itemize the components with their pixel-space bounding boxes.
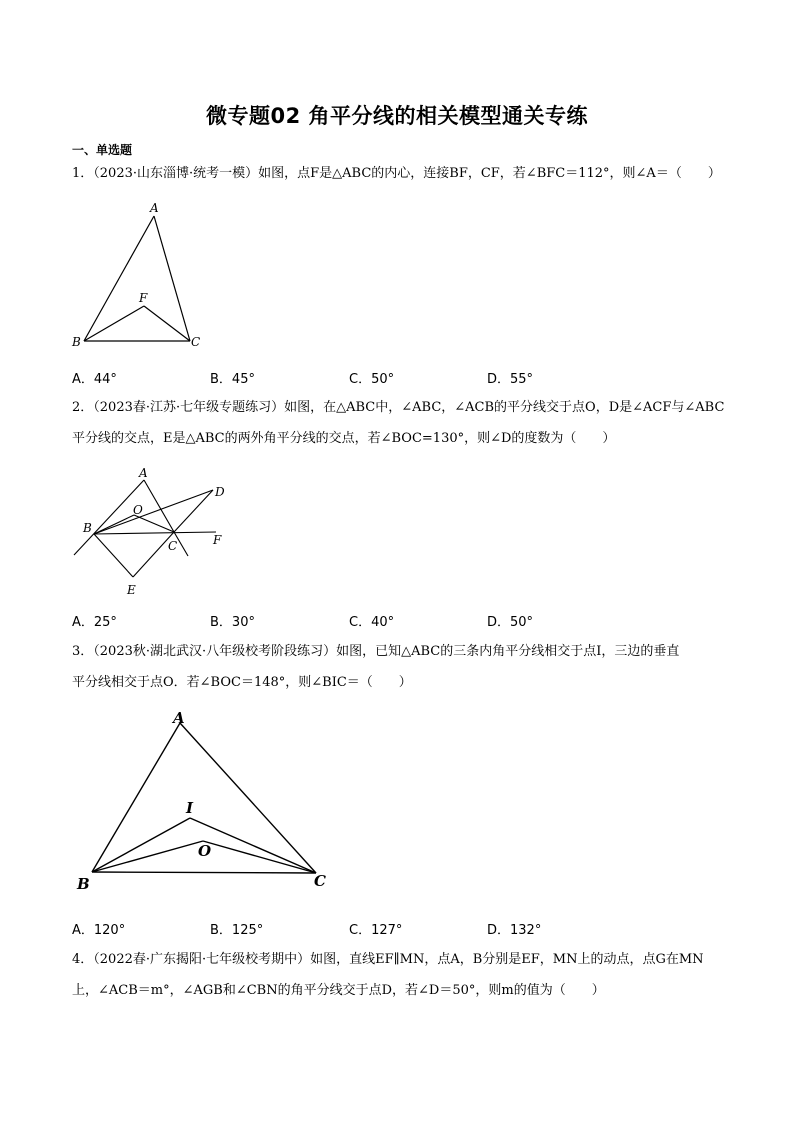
q2-segment-bo bbox=[94, 515, 134, 534]
q3-option-b[interactable]: B．125° bbox=[210, 923, 264, 938]
q2-option-b[interactable]: B．30° bbox=[210, 615, 255, 630]
page-title: 微专题02 角平分线的相关模型通关专练 bbox=[205, 104, 589, 128]
q1-option-a[interactable]: A．44° bbox=[72, 372, 117, 387]
q4-stem-line-1: 4．（2022春·广东揭阳·七年级校考期中）如图，直线EF∥MN，点A，B分别是EF，MN上的动点，点G在MN bbox=[72, 952, 704, 967]
q2-option-d[interactable]: D．50° bbox=[487, 615, 534, 630]
q1-segment-bf bbox=[84, 306, 144, 341]
q1-option-b[interactable]: B．45° bbox=[210, 372, 255, 387]
q2-segment-be bbox=[94, 534, 133, 577]
q2-label-o: O bbox=[133, 503, 143, 517]
q1-segment-cf bbox=[144, 306, 190, 341]
q1-label-b: B bbox=[72, 335, 81, 349]
q2-label-b: B bbox=[83, 521, 92, 535]
q3-label-a: A bbox=[173, 709, 185, 727]
q2-label-f: F bbox=[213, 533, 222, 547]
q2-label-d: D bbox=[215, 485, 225, 499]
q3-label-b: B bbox=[77, 875, 90, 893]
question-2-figure bbox=[70, 462, 240, 602]
q2-label-c: C bbox=[168, 539, 178, 553]
q2-segment-oc bbox=[134, 515, 174, 532]
question-2-stem bbox=[72, 392, 732, 454]
question-1-stem: 1．（2023·山东淄博·统考一模）如图，点F是△ABC的内心，连接BF，CF，若∠BFC＝112°，则∠A＝（ ） bbox=[72, 166, 721, 181]
q2-line-bf bbox=[94, 532, 216, 534]
q1-option-d[interactable]: D．55° bbox=[487, 372, 534, 387]
q2-stem-line-1: 2．（2023春·江苏·七年级专题练习）如图，在△ABC中，∠ABC，∠ACB的平分线交于点O，D是∠ACF与∠ABC bbox=[72, 400, 725, 415]
q4-stem-line-2: 上，∠ACB＝m°，∠AGB和∠CBN的角平分线交于点D，若∠D＝50°，则m的值为（ ） bbox=[72, 983, 605, 998]
q2-segment-cd bbox=[174, 490, 213, 532]
q3-segment-bo bbox=[92, 841, 203, 872]
question-1-figure bbox=[70, 200, 210, 352]
q3-segment-co bbox=[203, 841, 316, 873]
q3-label-o: O bbox=[198, 842, 212, 860]
q2-option-a[interactable]: A．25° bbox=[72, 615, 117, 630]
q3-segment-bi bbox=[92, 818, 190, 872]
q1-option-c[interactable]: C．50° bbox=[349, 372, 395, 387]
question-3-figure bbox=[70, 706, 340, 896]
q3-label-c: C bbox=[314, 872, 326, 890]
q1-label-f: F bbox=[139, 291, 148, 305]
q2-line-ba-extended bbox=[74, 480, 144, 555]
q1-label-a: A bbox=[150, 201, 159, 215]
q1-side-ab bbox=[84, 216, 154, 341]
section-heading: 一、单选题 bbox=[72, 143, 133, 157]
q3-label-i: I bbox=[186, 799, 194, 817]
q1-side-ac bbox=[154, 216, 190, 341]
q3-option-a[interactable]: A．120° bbox=[72, 923, 126, 938]
question-3-stem bbox=[72, 636, 732, 698]
q3-option-c[interactable]: C．127° bbox=[349, 923, 403, 938]
q3-stem-line-2: 平分线相交于点O．若∠BOC＝148°，则∠BIC＝（ ） bbox=[72, 675, 412, 690]
q3-side-ab bbox=[92, 723, 180, 872]
q2-stem-line-2: 平分线的交点，E是△ABC的两外角平分线的交点，若∠BOC=130°，则∠D的度数为（ ） bbox=[72, 431, 616, 446]
q3-side-bc bbox=[92, 872, 316, 873]
question-4-stem bbox=[72, 944, 732, 1006]
q2-label-a: A bbox=[139, 466, 148, 480]
q2-label-e: E bbox=[127, 583, 136, 597]
q2-option-c[interactable]: C．40° bbox=[349, 615, 395, 630]
q3-option-d[interactable]: D．132° bbox=[487, 923, 542, 938]
q3-stem-line-1: 3．（2023秋·湖北武汉·八年级校考阶段练习）如图，已知△ABC的三条内角平分线相交于点I，三边的垂直 bbox=[72, 644, 680, 659]
q1-label-c: C bbox=[191, 335, 201, 349]
